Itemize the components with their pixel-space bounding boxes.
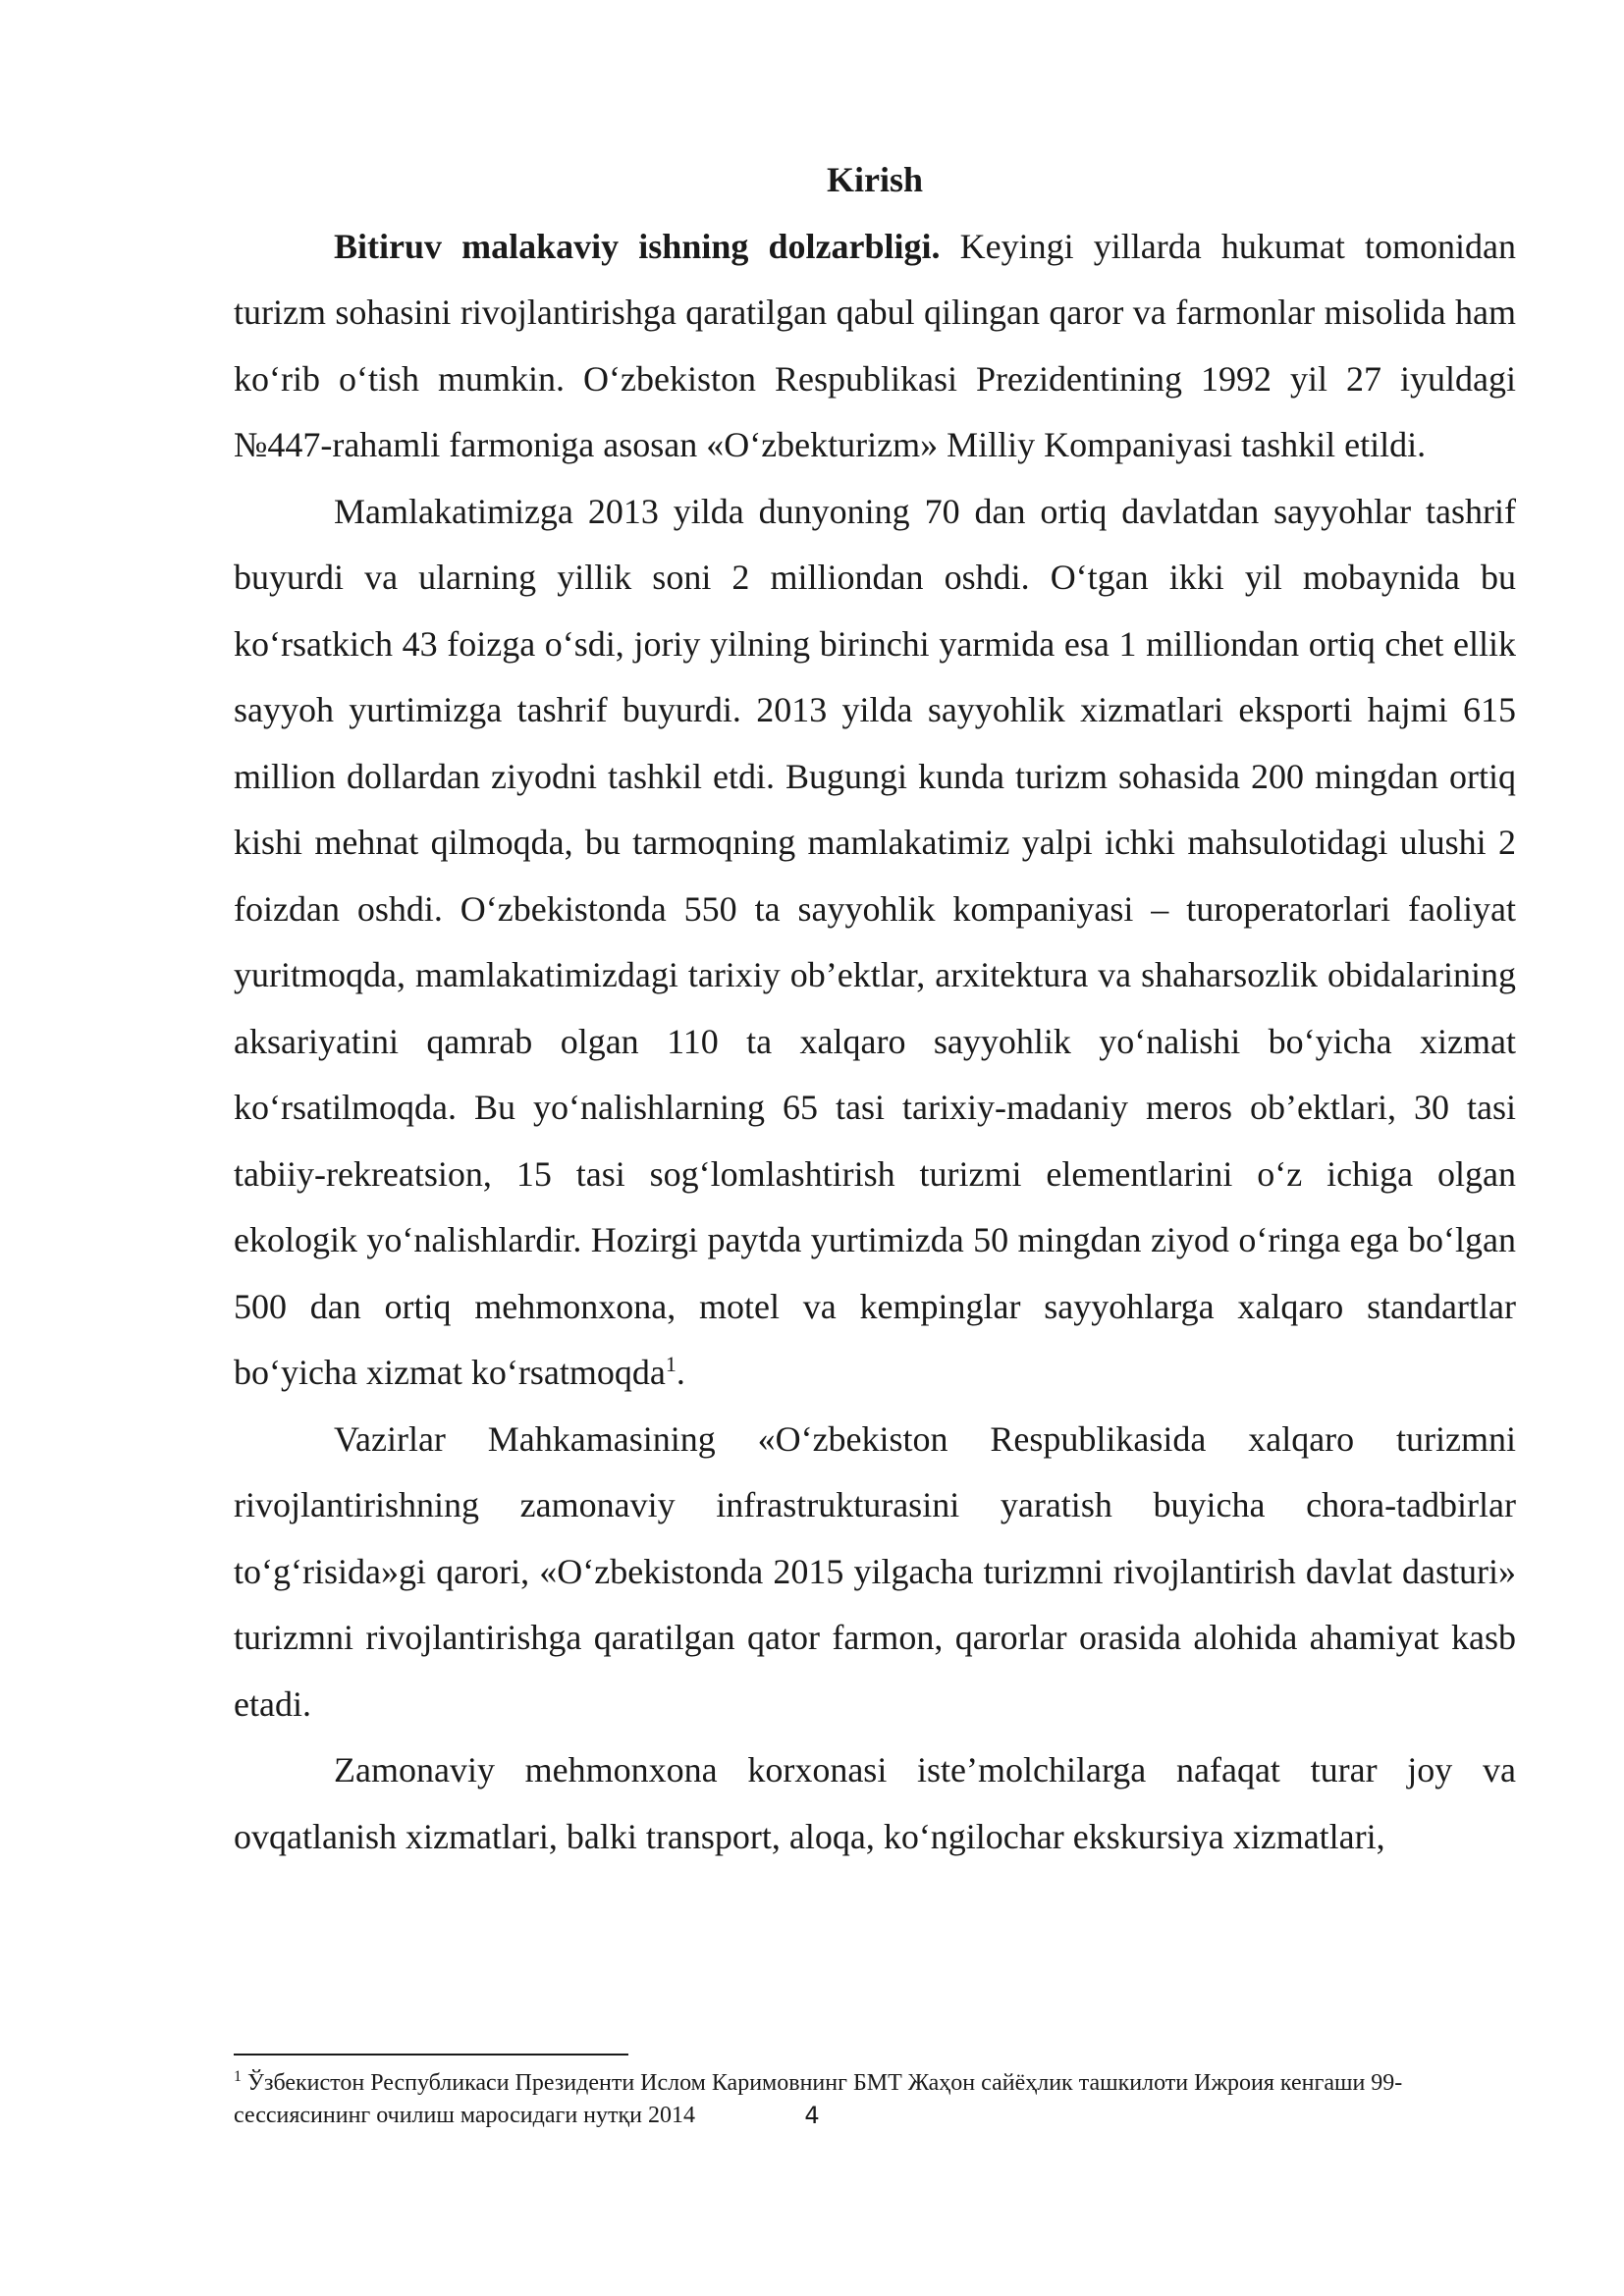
footnote-text: Ўзбекистон Республикаси Президенти Ислом Каримовнинг БМТ Жаҳон сайёҳлик ташкилоти Ижроия кенгаши 99-сессиясининг очилиш маросидаги нутқи 2014 [234, 2070, 1403, 2128]
paragraph-1 [234, 214, 1516, 479]
paragraph-4-text: Zamonaviy mehmonxona korxonasi iste’molchilarga nafaqat turar joy va ovqatlanish xizmatlari, balki transport, aloqa, ko‘ngilochar ekskursiya xizmatlari, [234, 1750, 1516, 1856]
page-number: 4 [804, 2102, 820, 2129]
section-heading: Kirish [826, 160, 923, 199]
body-text [234, 147, 1516, 1870]
footnote-marker: 1 [234, 2068, 242, 2085]
paragraph-2-text: Mamlakatimizga 2013 yilda dunyoning 70 dan ortiq davlatdan sayyohlar tashrif buyurdi va ularning yillik soni 2 milliondan oshdi. O‘tgan ikki yil mobaynida bu ko‘rsatkich 43 foizga o‘sdi, joriy yilning birinchi yarmida esa 1 milliondan ortiq chet ellik sayyoh yurtimizga tashrif buyurdi. 2013 yilda sayyohlik xizmatlari eksporti hajmi 615 million dollardan ziyodni tashkil etdi. Bugungi kunda turizm sohasida 200 mingdan ortiq kishi mehnat qilmoqda, bu tarmoqning mamlakatimiz yalpi ichki mahsulotidagi ulushi 2 foizdan oshdi. O‘zbekistonda 550 ta sayyohlik kompaniyasi – turoperatorlari faoliyat yuritmoqda, mamlakatimizdagi tarixiy ob’ektlar, arxitektura va shaharsozlik obidalarining aksariyatini qamrab olgan 110 ta xalqaro sayyohlik yo‘nalishi bo‘yicha xizmat ko‘rsatilmoqda. Bu yo‘nalishlarning 65 tasi tarixiy-madaniy meros ob’ektlari, 30 tasi tabiiy-rekreatsion, 15 tasi sog‘lomlashtirish turizmi elementlarini o‘z ichiga olgan ekologik yo‘nalishlardir. Hozirgi paytda yurtimizda 50 mingdan ziyod o‘ringa ega bo‘lgan 500 dan ortiq mehmonxona, motel va kempinglar sayyohlarga xalqaro standartlar bo‘yicha xizmat ko‘rsatmoqda [234, 491, 1516, 1392]
paragraph-1-text: Keyingi yillarda hukumat tomonidan turizm sohasini rivojlantirishga qaratilgan qabul qilingan qaror va farmonlar misolida ham ko‘rib o‘tish mumkin. O‘zbekiston Respublikasi Prezidentining 1992 yil 27 iyuldagi №447-rahamli farmoniga asosan «O‘zbekturizm» Milliy Kompaniyasi tashkil etildi. [234, 226, 1516, 464]
paragraph-3-text: Vazirlar Mahkamasining «O‘zbekiston Respublikasida xalqaro turizmni rivojlantirishning zamonaviy infrastrukturasini yaratish buyicha chora-tadbirlar to‘g‘risida»gi qarori, «O‘zbekistonda 2015 yilgacha turizmni rivojlantirish davlat dasturi» turizmni rivojlantirishga qaratilgan qator farmon, qarorlar orasida alohida ahamiyat kasb etadi. [234, 1418, 1516, 1724]
paragraph-3 [234, 1407, 1516, 1738]
paragraph-1-lead: Bitiruv malakaviy ishning dolzarbligi. [334, 226, 941, 266]
paragraph-4 [234, 1737, 1516, 1870]
footnote-separator [234, 2054, 628, 2056]
paragraph-2 [234, 479, 1516, 1407]
footnote-reference[interactable]: 1 [665, 1352, 677, 1376]
paragraph-2-end: . [676, 1353, 685, 1392]
